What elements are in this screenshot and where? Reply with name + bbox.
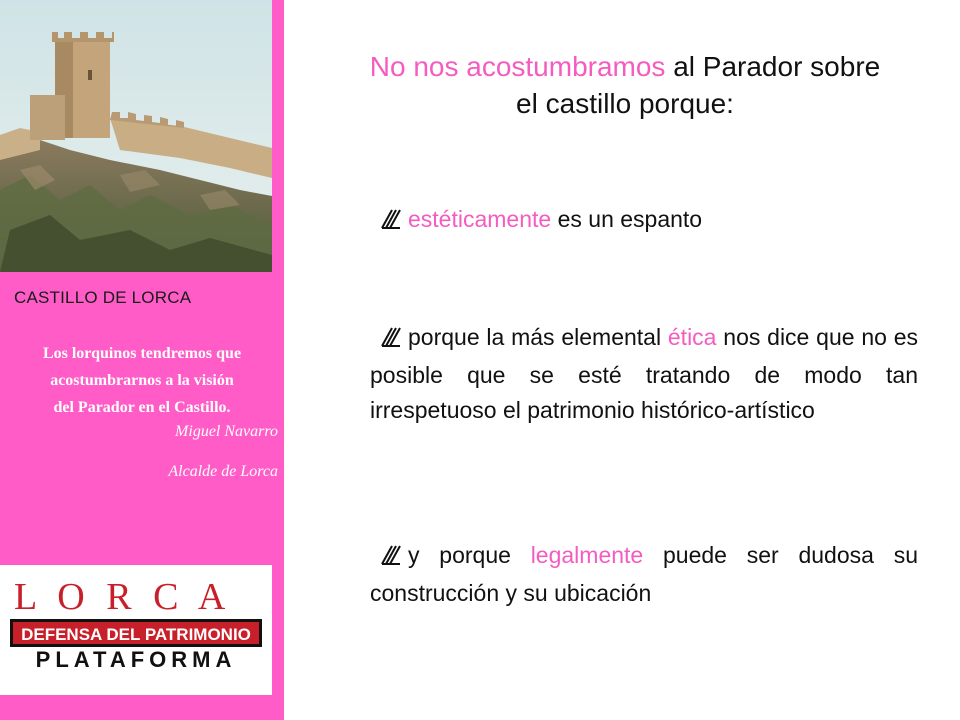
- bullet-1: [370, 202, 918, 240]
- author-role: Alcalde de Lorca: [168, 463, 278, 480]
- hand-pointer-icon: [380, 205, 402, 240]
- logo-word-plataforma: PLATAFORMA: [35, 647, 237, 672]
- plataforma-logo: [0, 565, 272, 695]
- quote-line-2: acostumbrarnos a la visión: [50, 372, 234, 389]
- bullet-3-text-after: puede ser dudosa su construcción y su ubicación: [370, 542, 918, 606]
- bullet-2: [370, 320, 918, 428]
- author-name: Miguel Navarro: [175, 423, 278, 440]
- bullet-1-text: es un espanto: [551, 206, 703, 232]
- logo-word-lorca: L O R C A: [14, 576, 232, 618]
- quote-line-1: Los lorquinos tendremos que: [42, 345, 242, 362]
- bullet-2-text-before: porque la más elemental: [408, 324, 668, 350]
- quote-line-3: del Parador en el Castillo.: [53, 399, 231, 416]
- caption-title: CASTILLO DE LORCA: [14, 288, 192, 307]
- bullet-3-text-before: y porque: [408, 542, 531, 568]
- bullet-3: [370, 538, 918, 611]
- hand-pointer-icon: [380, 541, 402, 576]
- page-title: [320, 48, 930, 122]
- title-highlight: No nos acostumbramos: [369, 51, 666, 82]
- hand-pointer-icon: [380, 323, 402, 358]
- logo-banner: DEFENSA DEL PATRIMONIO: [21, 625, 251, 644]
- title-line-2: el castillo porque:: [516, 88, 734, 119]
- bullet-2-highlight: ética: [667, 324, 717, 350]
- bullet-1-highlight: estéticamente: [408, 206, 552, 232]
- bullet-3-highlight: legalmente: [530, 542, 644, 568]
- bullet-2-text-after: nos dice que no es posible que se esté tratando de modo tan irrespetuoso el patrimonio histórico-artístico: [370, 324, 918, 423]
- title-rest: al Parador sobre: [665, 51, 881, 82]
- sidebar-panel: [0, 0, 284, 720]
- castle-photo: [0, 0, 272, 272]
